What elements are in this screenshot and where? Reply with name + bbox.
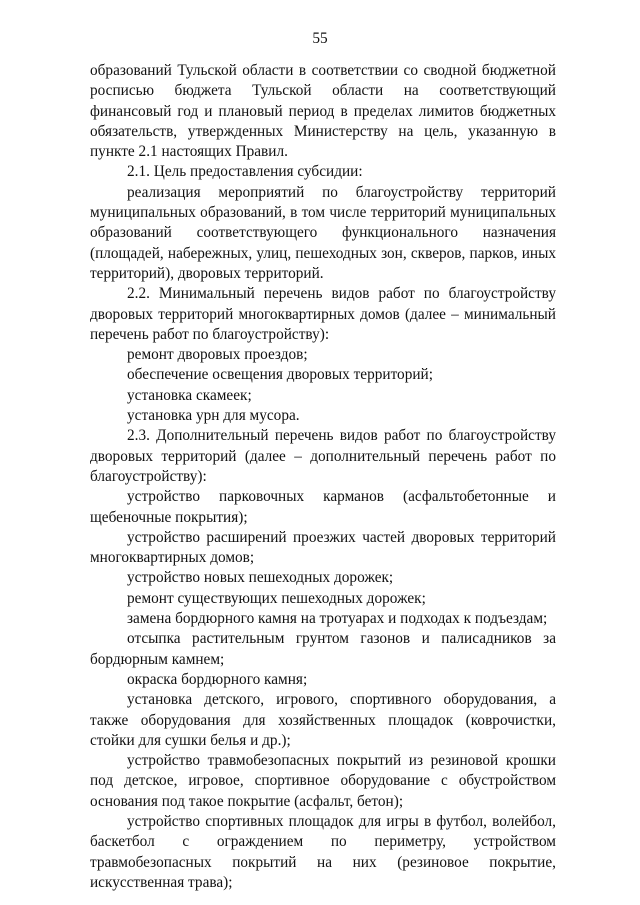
list-item-min-works: обеспечение освещения дворовых территорий; bbox=[127, 366, 433, 384]
list-item-extra-works: ремонт существующих пешеходных дорожек; bbox=[127, 589, 426, 607]
paragraph-2-2-heading: 2.2. Минимальный перечень видов работ по благоустройству дворовых территорий многоквартирных домов (далее – минимальный перечень работ по благоустройству): bbox=[90, 285, 556, 343]
list-item-extra-works: замена бордюрного камня на тротуарах и подходах к подъездам; bbox=[127, 610, 548, 628]
list-item-extra-works: устройство парковочных карманов (асфальтобетонные и щебеночные покрытия); bbox=[90, 488, 556, 526]
list-item-extra-works: устройство спортивных площадок для игры в футбол, волейбол, баскетбол с ограждением по периметру, устройством травмобезопасных покрытий на них (резиновое покрытие, искусственная трава); bbox=[90, 812, 556, 891]
list-item-min-works: ремонт дворовых проездов; bbox=[127, 346, 308, 364]
document-body bbox=[90, 61, 556, 893]
list-item-min-works: установка скамеек; bbox=[127, 386, 252, 404]
paragraph-budget-allocation: образований Тульской области в соответствии со сводной бюджетной росписью бюджета Тульской области на соответствующий финансовый год и плановый период в пределах лимитов бюджетных обязательств, утвержденных Министерству на цель, указанную в пункте 2.1 настоящих Правил. bbox=[90, 62, 556, 161]
list-item-extra-works: устройство травмобезопасных покрытий из резиновой крошки под детское, игровое, спортивное оборудование с обустройством основания под такое покрытие (асфальт, бетон); bbox=[90, 752, 556, 810]
list-item-extra-works: отсыпка растительным грунтом газонов и палисадников за бордюрным камнем; bbox=[90, 630, 556, 668]
paragraph-2-3-heading: 2.3. Дополнительный перечень видов работ по благоустройству дворовых территорий (далее – дополнительный перечень работ по благоустройству): bbox=[90, 427, 556, 485]
page-number: 55 bbox=[312, 30, 328, 47]
paragraph-2-1-heading: 2.1. Цель предоставления субсидии: bbox=[127, 163, 363, 181]
list-item-extra-works: окраска бордюрного камня; bbox=[127, 670, 308, 688]
list-item-extra-works: устройство расширений проезжих частей дворовых территорий многоквартирных домов; bbox=[90, 528, 556, 567]
list-item-min-works: установка урн для мусора. bbox=[127, 407, 300, 425]
paragraph-subsidy-goal: реализация мероприятий по благоустройству территорий муниципальных образований, в том числе территорий муниципальных образований соответствующего функционального назначения (площадей, набережных, улиц, пешеходных зон, скверов, парков, иных территорий), дворовых территорий. bbox=[90, 183, 556, 282]
list-item-extra-works: установка детского, игрового, спортивного оборудования, а также оборудования для хозяйственных площадок (коврочистки, стойки для сушки белья и др.); bbox=[90, 691, 556, 749]
list-item-extra-works: устройство новых пешеходных дорожек; bbox=[127, 569, 394, 587]
